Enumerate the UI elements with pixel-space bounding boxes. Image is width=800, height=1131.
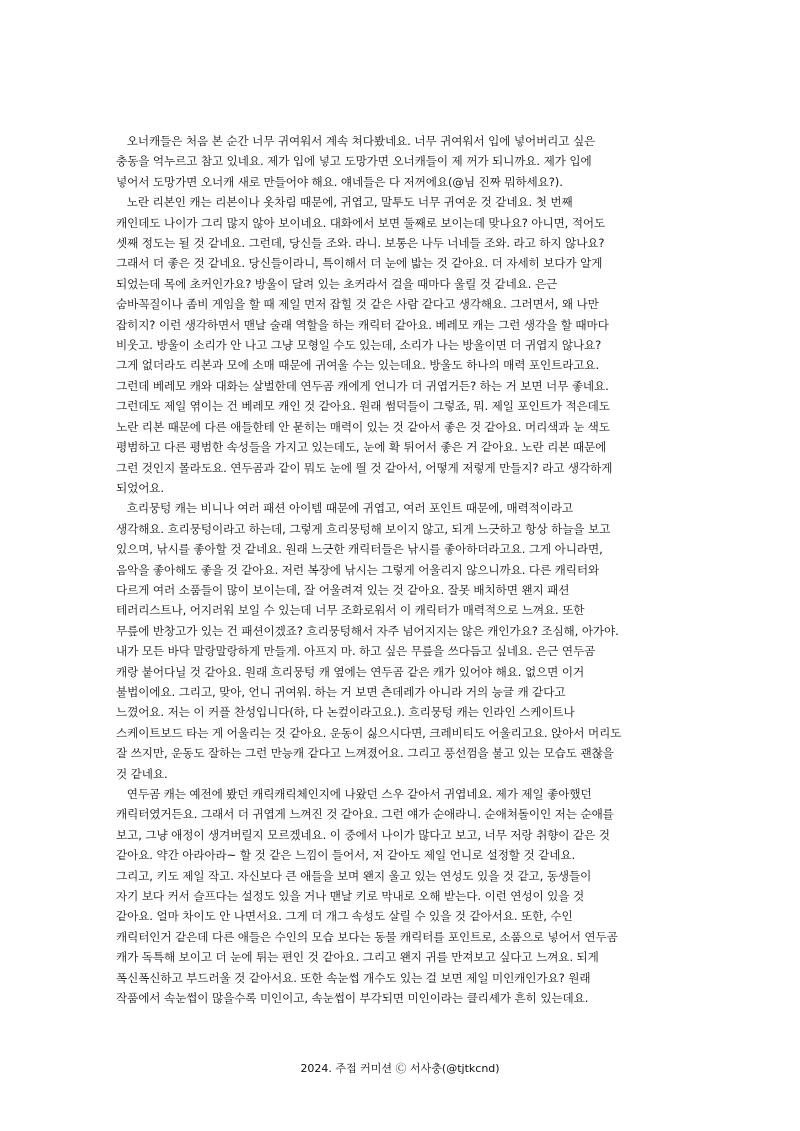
text-line: 같아요. 얼마 차이도 안 나면서요. 그게 더 개그 속성도 살릴 수 있을 것 같아서요. 또한, 수인 [116, 909, 573, 924]
text-line: 캐릭터인거 같은데 다른 애들은 수인의 모습 보다는 동물 캐릭터를 포인트로, 소품으로 넣어서 연두곰 [116, 929, 618, 944]
text-line: 있으며, 낚시를 좋아할 것 같네요. 원래 느긋한 캐릭터들은 낚시를 좋아하더라고요. 그게 아니라면, [116, 542, 603, 557]
text-line: 그런데도 제일 엮이는 건 베레모 캐인 것 같아요. 원래 썸덕들이 그렇죠, 뭐. 제일 포인트가 적은데도 [116, 399, 610, 414]
text-line: 캐랑 붙어다닐 것 같아요. 원래 흐리뭉텅 캐 옆에는 연두곰 같은 캐가 있어야 해요. 없으면 이거 [116, 664, 585, 679]
text-line: 그래서 더 좋은 것 같네요. 당신들이라니, 특이해서 더 눈에 밟는 것 같아요. 더 자세히 보다가 알게 [116, 256, 603, 271]
text-line: 캐릭터였거든요. 그래서 더 귀엽게 느껴진 것 같아요. 그런 얘가 순애라니. 순애쳐돌이인 저는 순애를 [116, 807, 614, 822]
text-line: 무릎에 반창고가 있는 건 패션이겠죠? 흐리뭉텅해서 자주 넘어지지는 않은 캐인가요? 조심해, 아가야. [116, 623, 619, 638]
text-line: 충동을 억누르고 참고 있네요. 제가 입에 넣고 도망가면 오너캐들이 제 꺼가 되니까요. 제가 입에 [116, 154, 592, 169]
text-line: 테러리스트나, 어지러워 보일 수 있는데 너무 조화로워서 이 캐릭터가 매력적으로 느껴요. 또한 [116, 603, 585, 618]
text-line: 노란 리본 때문에 다른 애들한테 안 묻히는 매력이 있는 것 같아서 좋은 것 같아요. 머리색과 눈 색도 [116, 419, 610, 434]
text-line: 잡히지? 이런 생각하면서 맨날 술래 역할을 하는 캐릭터 같아요. 베레모 캐는 그런 생각을 할 때마다 [116, 317, 609, 332]
text-line: 다르게 여러 소품들이 많이 보이는데, 잘 어울려져 있는 것 같아요. 잘못 배치하면 왠지 패션 [116, 582, 570, 597]
text-line: 보고, 그냥 애정이 생겨버릴지 모르겠네요. 이 중에서 나이가 많다고 보고, 너무 저랑 취향이 같은 것 [116, 827, 610, 842]
text-line: 넣어서 도망가면 오너캐 새로 만들어야 해요. 얘네들은 다 저꺼에요(@님 진짜 뭐하세요?). [116, 174, 563, 189]
text-line: 되었어요. [116, 480, 164, 495]
text-line: 느꼈어요. 저는 이 커플 찬성입니다(하, 다 논컾이라고요.). 흐리뭉텅 캐는 인라인 스케이트나 [116, 705, 575, 720]
text-line: 불법이에요. 그리고, 맞아, 언니 귀여워. 하는 거 보면 츤데레가 아니라 거의 능글 캐 같다고 [116, 684, 566, 699]
text-line: 생각해요. 흐리뭉텅이라고 하는데, 그렇게 흐리뭉텅해 보이지 않고, 되게 느긋하고 항상 하늘을 보고 [116, 521, 611, 536]
text-line: 내가 모든 바닥 말랑말랑하게 만들게. 아프지 마. 하고 싶은 무릎을 쓰다듬고 싶네요. 은근 연두곰 [116, 644, 596, 659]
text-line: 캐가 독특해 보이고 더 눈에 튀는 편인 것 같아요. 그리고 왠지 귀를 만져보고 싶다고 느껴요. 되게 [116, 950, 599, 965]
text-line: 숨바꼭질이나 좀비 게임을 할 때 제일 먼저 잡힐 것 같은 사람 같다고 생각해요. 그러면서, 왜 나만 [116, 297, 599, 312]
text-line: 캐인데도 나이가 그리 많지 않아 보이네요. 대화에서 보면 둘째로 보이는데 맞나요? 아니면, 적어도 [116, 215, 606, 230]
text-line: 흐리뭉텅 캐는 비니나 여러 패션 아이템 때문에 귀엽고, 여러 포인트 때문에, 매력적이라고 [116, 501, 573, 516]
body-text [116, 131, 696, 1008]
text-line: 음악을 좋아해도 좋을 것 같아요. 저런 복장에 낚시는 그렇게 어울리지 않으니까요. 다른 캐릭터와 [116, 562, 600, 577]
text-line: 연두곰 캐는 예전에 봤던 캐릭캐릭체인지에 나왔던 스우 같아서 귀엽네요. 제가 제일 좋아했던 [116, 787, 592, 801]
text-line: 폭신폭신하고 부드러울 것 같아서요. 또한 속눈썹 개수도 있는 걸 보면 제일 미인캐인가요? 원래 [116, 970, 591, 985]
text-line: 그런 것인지 몰라도요. 연두곰과 같이 뭐도 눈에 띌 것 같아서, 어떻게 저렇게 만들지? 라고 생각하게 [116, 460, 613, 475]
text-line: 잘 쓰지만, 운동도 잘하는 그런 만능캐 같다고 느껴졌어요. 그리고 풍선껌을 불고 있는 모습도 괜찮을 [116, 746, 614, 761]
text-line: 노란 리본인 캐는 리본이나 옷차림 때문에, 귀엽고, 말투도 너무 귀여운 것 같네요. 첫 번째 [116, 195, 573, 210]
text-line: 스케이트보드 타는 게 어울리는 것 같아요. 운동이 싫으시다면, 크레비티도 어울리고요. 앉아서 머리도 [116, 725, 622, 740]
text-line: 오너캐들은 처음 본 순간 너무 귀여워서 계속 쳐다봤네요. 너무 귀여워서 입에 넣어버리고 싶은 [116, 134, 596, 148]
text-line: 비웃고. 방울이 소리가 안 나고 그냥 모형일 수도 있는데, 소리가 나는 방울이면 더 귀엽지 않나요? [116, 338, 602, 353]
text-line: 그게 없더라도 리본과 모에 소매 때문에 귀여울 수는 있는데요. 방울도 하나의 매력 포인트라고요. [116, 358, 600, 373]
text-line: 것 같네요. [116, 766, 168, 781]
text-line: 되었는데 목에 초커인가요? 방울이 달려 있는 초커라서 걸을 때마다 울릴 것 같네요. 은근 [116, 276, 558, 291]
text-line: 셋째 정도는 될 것 같네요. 그런데, 당신들 조와. 라니. 보통은 나두 너네들 조와. 라고 하지 않나요? [116, 236, 605, 251]
text-line: 그리고, 키도 제일 작고. 자신보다 큰 애들을 보며 왠지 울고 있는 연성도 있을 것 같고, 동생들이 [116, 868, 592, 883]
text-line: 평범하고 다른 평범한 속성들을 가지고 있는데도, 눈에 확 튀어서 좋은 거 같아요. 노란 리본 때문에 [116, 440, 607, 455]
text-line: 같아요. 약간 아라아라~ 할 것 같은 느낌이 들어서, 저 같아도 제일 언니로 설정할 것 같네요. [116, 848, 576, 863]
page-footer: 2024. 주접 커미션 Ⓒ 서사충(@tjtkcnd) [300, 1062, 500, 1075]
text-line: 그런데 베레모 캐와 대화는 살벌한데 연두곰 캐에게 언니가 더 귀엽거든? 하는 거 보면 너무 좋네요. [116, 378, 609, 393]
text-line: 작품에서 속눈썹이 많을수록 미인이고, 속눈썹이 부각되면 미인이라는 클리셰가 흔히 있는데요. [116, 991, 589, 1006]
text-line: 자기 보다 커서 슬프다는 설정도 있을 거나 맨날 키로 막내로 오해 받는다. 이런 연성이 있을 것 [116, 889, 585, 904]
